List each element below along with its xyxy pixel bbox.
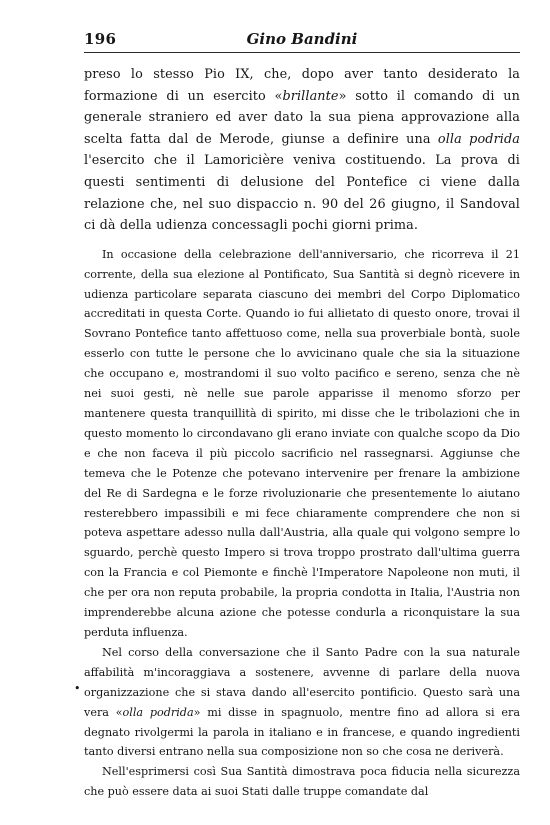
paragraph-olla-podrida [84,643,520,762]
text-run: Nell'esprimersi così Sua Santità dimostrava poca fiducia nella sicurezza che può essere data ai suoi Stati dalle truppe comandate dal [84,765,520,799]
paragraph-intro [84,64,520,237]
italic-phrase: olla podrida [122,705,194,719]
text-run: » sotto il comando di un generale straniero ed aver dato la sua piena approvazione alla scelta fatta dal de Merode, giunse a definire una [84,88,520,147]
text-run: » mi disse in spagnuolo, mentre fino ad allora si era degnato rivolgermi la parola in italiano e in francese, e quando ingredienti tanto diversi entrano nella sua composizione non so che cosa ne deriverà. [84,705,520,759]
italic-phrase: brillante [282,88,339,104]
header-rule [84,52,520,53]
page-number: 196 [84,30,117,48]
paragraph-closing [84,762,520,802]
italic-phrase: olla podrida [437,131,521,147]
running-head [84,30,520,50]
body-text [84,64,520,802]
running-head-author: Gino Bandini [246,30,358,48]
margin-bullet-mark: • [74,682,81,695]
text-run: In occasione della celebrazione dell'anniversario, che ricorreva il 21 corrente, della sua elezione al Pontificato, Sua Santità si degnò ricevere in udienza particolare separata ciascuno dei membri del Corpo Diplomatico accreditati in questa Corte. Quando io fui allietato di questo onore, trovai il Sovrano Pontefice tanto affettuoso come, nella sua proverbiale bontà, suole esserlo con tutte le persone che lo avvicinano quale che sia la situazione che occupano e, mostrandomi il suo volto pacifico e sereno, senza che nè nei suoi gesti, nè nelle sue parole apparisse il menomo sforzo per mantenere questa tranquillità di spirito, mi disse che le tribolazioni che in questo momento lo circondavano gli erano inviate con qualche scopo da Dio e che non faceva il più piccolo sacrificio nel rassegnarsi. Aggiunse che temeva che le Potenze che potevano intervenire per frenare la ambizione del Re di Sardegna e le forze rivoluzionarie che presentemente lo aiutano resterebbero impassibili e mi fece chiaramente comprendere che non si poteva aspettare adesso nulla dall'Austria, alla quale qui volgono sempre lo sguardo, perchè questo Impero si trova troppo prostrato dall'ultima guerra con la Francia e col Piemonte e finchè l'Imperatore Napoleone non muti, il che per ora non reputa probabile, la propria condotta in Italia, l'Austria non imprenderebbe alcuna azione che potesse condurla a riconquistare la sua perduta influenza. [84,247,520,639]
text-run: Nel corso della conversazione che il Santo Padre con la sua naturale affabilità m'incoraggiava a sostenere, avvenne di parlare della nuova organizzazione che si stava dando all'esercito pontificio. Questo sarà una vera « [84,645,520,719]
text-run: l'esercito che il Lamoricière veniva costituendo. La prova di questi sentimenti di delusione del Pontefice ci viene dalla relazione che, nel suo dispaccio n. 90 del 26 giugno, il Sandoval ci dà della udienza concessagli pochi giorni prima. [84,153,520,234]
text-run: preso lo stesso Pio IX, che, dopo aver tanto desiderato la formazione di un esercito « [84,67,520,104]
paragraph-quoted-dispatch [84,245,520,643]
